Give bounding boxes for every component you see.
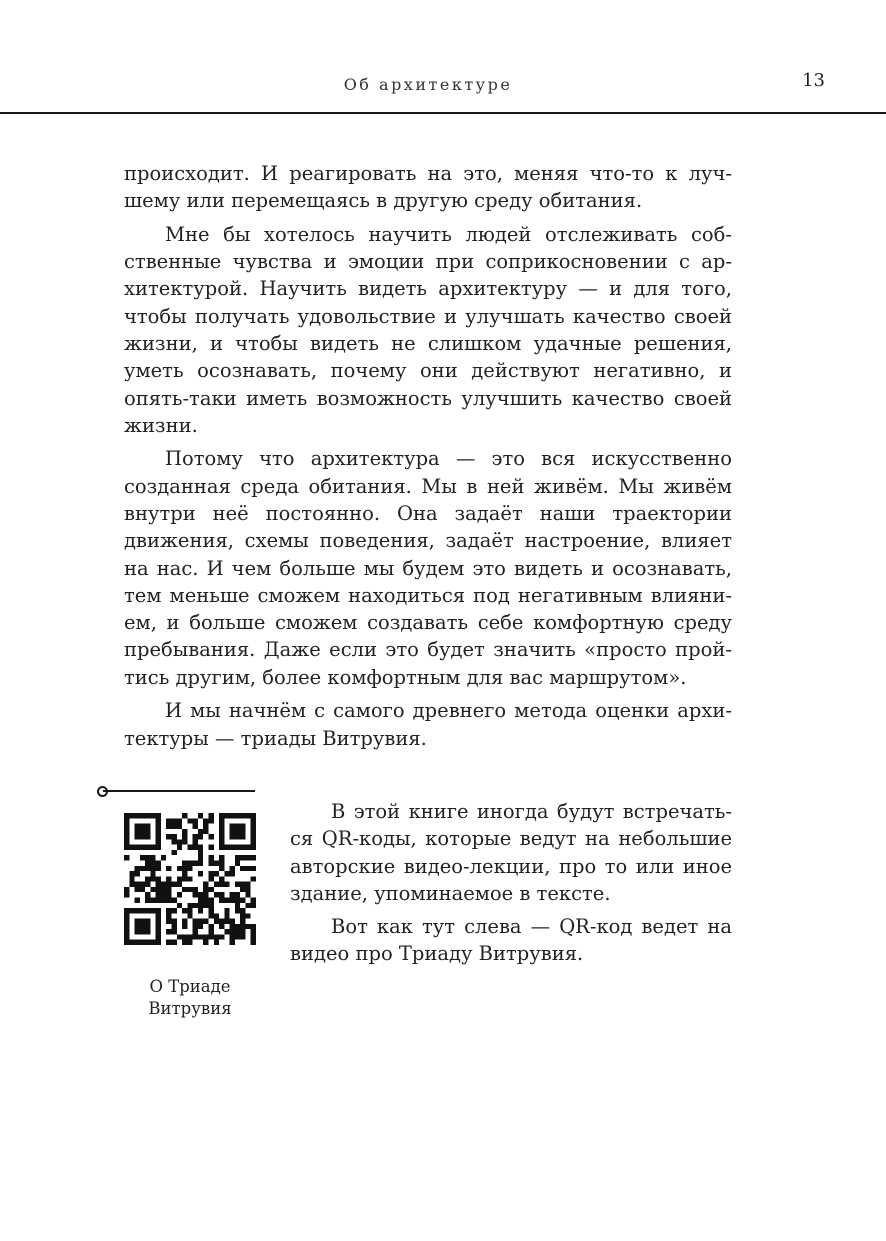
paragraph: Вот как тут слева — QR-код ведет на видео про Триаду Витрувия. bbox=[290, 915, 732, 966]
page-number: 13 bbox=[802, 70, 825, 91]
paragraph: И мы начнём с самого древнего метода оценки архитектуры — триады Витрувия. bbox=[124, 699, 732, 750]
header-divider bbox=[0, 112, 886, 114]
qr-side-text bbox=[290, 798, 732, 974]
qr-caption-line: Витрувия bbox=[148, 999, 232, 1018]
paragraph: происходит. И реагировать на это, меняя что-то к лучшему или перемещаясь в другую среду обитания. bbox=[124, 162, 732, 213]
qr-caption bbox=[124, 976, 256, 1020]
qr-code-icon[interactable] bbox=[124, 813, 256, 945]
callout-rule bbox=[103, 790, 255, 792]
running-title: Об архитектуре bbox=[343, 75, 513, 94]
paragraph: Мне бы хотелось научить людей отслеживать собственные чувства и эмоции при соприкосновении с архитектурой. Научить видеть архитектуру — и для того, чтобы получать удовольствие и улучшать качество своей жизни, и чтобы видеть не слишком удачные решения, уметь осознавать, почему они действуют негативно, и опять-таки иметь возможность улучшить качество своей жизни. bbox=[124, 222, 732, 437]
qr-caption-line: О Триаде bbox=[149, 977, 231, 996]
paragraph: Потому что архитектура — это вся искусственно созданная среда обитания. Мы в ней живём. Мы живём внутри неё постоянно. Она задаёт наши траектории движения, схемы поведения, задаёт настроение, влияет на нас. И чем больше мы будем это видеть и осознавать, тем меньше сможем находиться под негативным влиянием, и больше сможем создавать себе комфортную среду пребывания. Даже если это будет значить «просто пройтись другим, более комфортным для вас маршрутом». bbox=[124, 447, 732, 689]
paragraph: В этой книге иногда будут встречаться QR-коды, которые ведут на небольшие авторские видео-лекции, про то или иное здание, упоминаемое в тексте. bbox=[290, 800, 732, 905]
main-text bbox=[124, 160, 732, 758]
